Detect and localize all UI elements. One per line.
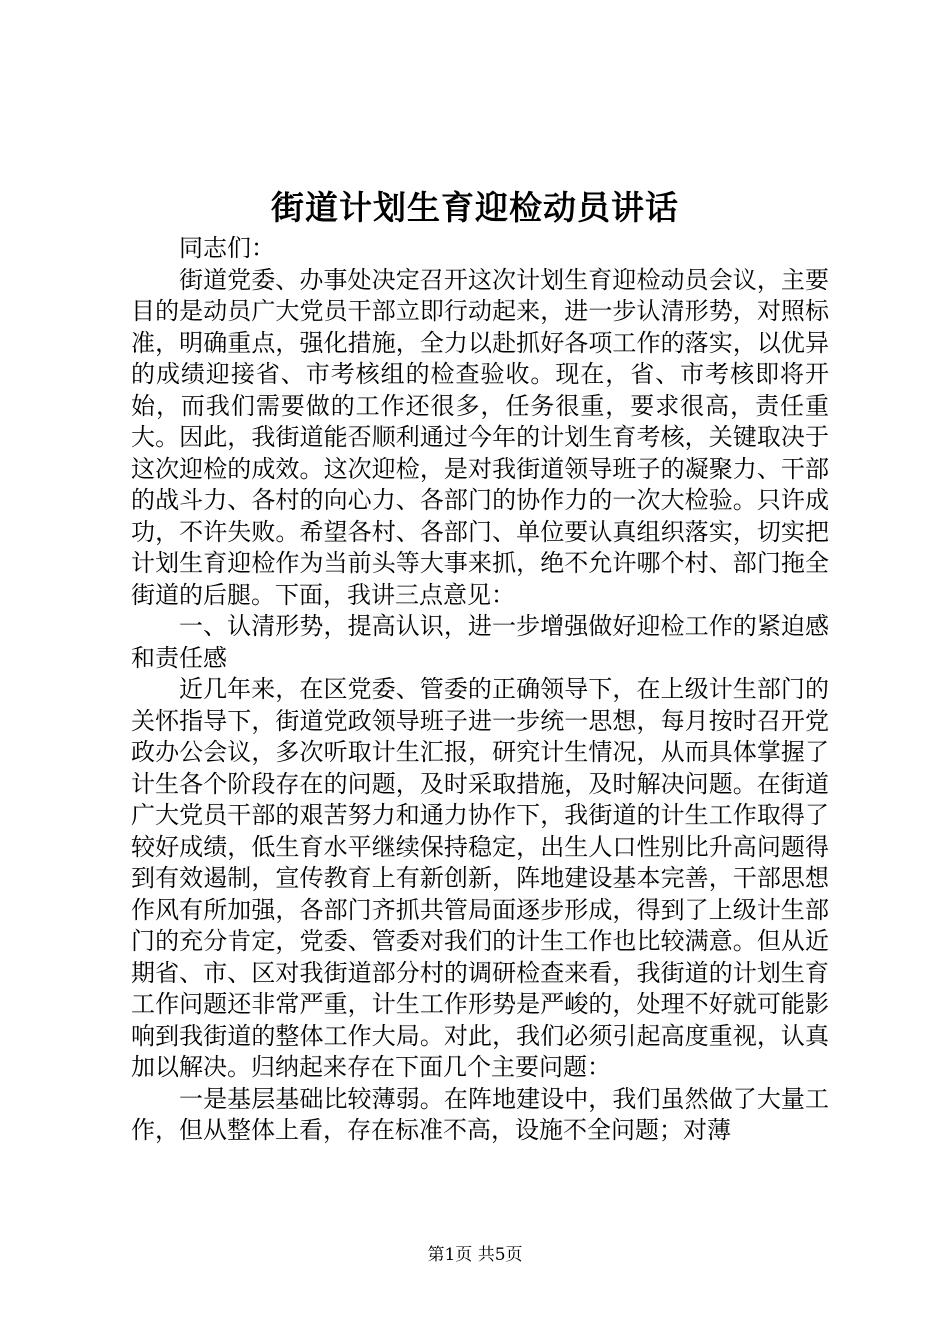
paragraph-salutation: 同志们：	[179, 234, 275, 262]
section-heading-1: 一、认清形势，提高认识，进一步增强做好迎检工作的紧迫感和责任感	[131, 612, 829, 672]
paragraph-intro: 街道党委、办事处决定召开这次计划生育迎检动员会议，主要目的是动员广大党员干部立即行动起来，进一步认清形势，对照标准，明确重点，强化措施，全力以赴抓好各项工作的落实，以优异的成绩迎接省、市考核组的检查验收。现在，省、市考核即将开始，而我们需要做的工作还很多，任务很重，要求很高，责任重大。因此，我街道能否顺利通过今年的计划生育考核，关键取决于这次迎检的成效。这次迎检，是对我街道领导班子的凝聚力、干部的战斗力、各村的向心力、各部门的协作力的一次大检验。只许成功，不许失败。希望各村、各部门、单位要认真组织落实，切实把计划生育迎检作为当前头等大事来抓，绝不允许哪个村、部门拖全街道的后腿。下面，我讲三点意见：	[131, 265, 829, 609]
paragraph-situation: 近几年来，在区党委、管委的正确领导下，在上级计生部门的关怀指导下，街道党政领导班子进一步统一思想，每月按时召开党政办公会议，多次听取计生汇报，研究计生情况，从而具体掌握了计生各个阶段存在的问题，及时采取措施，及时解决问题。在街道广大党员干部的艰苦努力和通力协作下，我街道的计生工作取得了较好成绩，低生育水平继续保持稳定，出生人口性别比升高问题得到有效遏制，宣传教育上有新创新，阵地建设基本完善，干部思想作风有所加强，各部门齐抓共管局面逐步形成，得到了上级计生部门的充分肯定，党委、管委对我们的计生工作也比较满意。但从近期省、市、区对我街道部分村的调研检查来看，我街道的计划生育工作问题还非常严重，计生工作形势是严峻的，处理不好就可能影响到我街道的整体工作大局。对此，我们必须引起高度重视，认真加以解决。归纳起来存在下面几个主要问题：	[131, 675, 829, 1081]
document-body	[131, 233, 829, 1147]
document-title: 街道计划生育迎检动员讲话	[271, 188, 679, 227]
page-footer: 第1页 共5页	[427, 1245, 523, 1265]
paragraph-problem-1: 一是基层基础比较薄弱。在阵地建设中，我们虽然做了大量工作，但从整体上看，存在标准不高，设施不全问题；对薄	[131, 1084, 829, 1144]
